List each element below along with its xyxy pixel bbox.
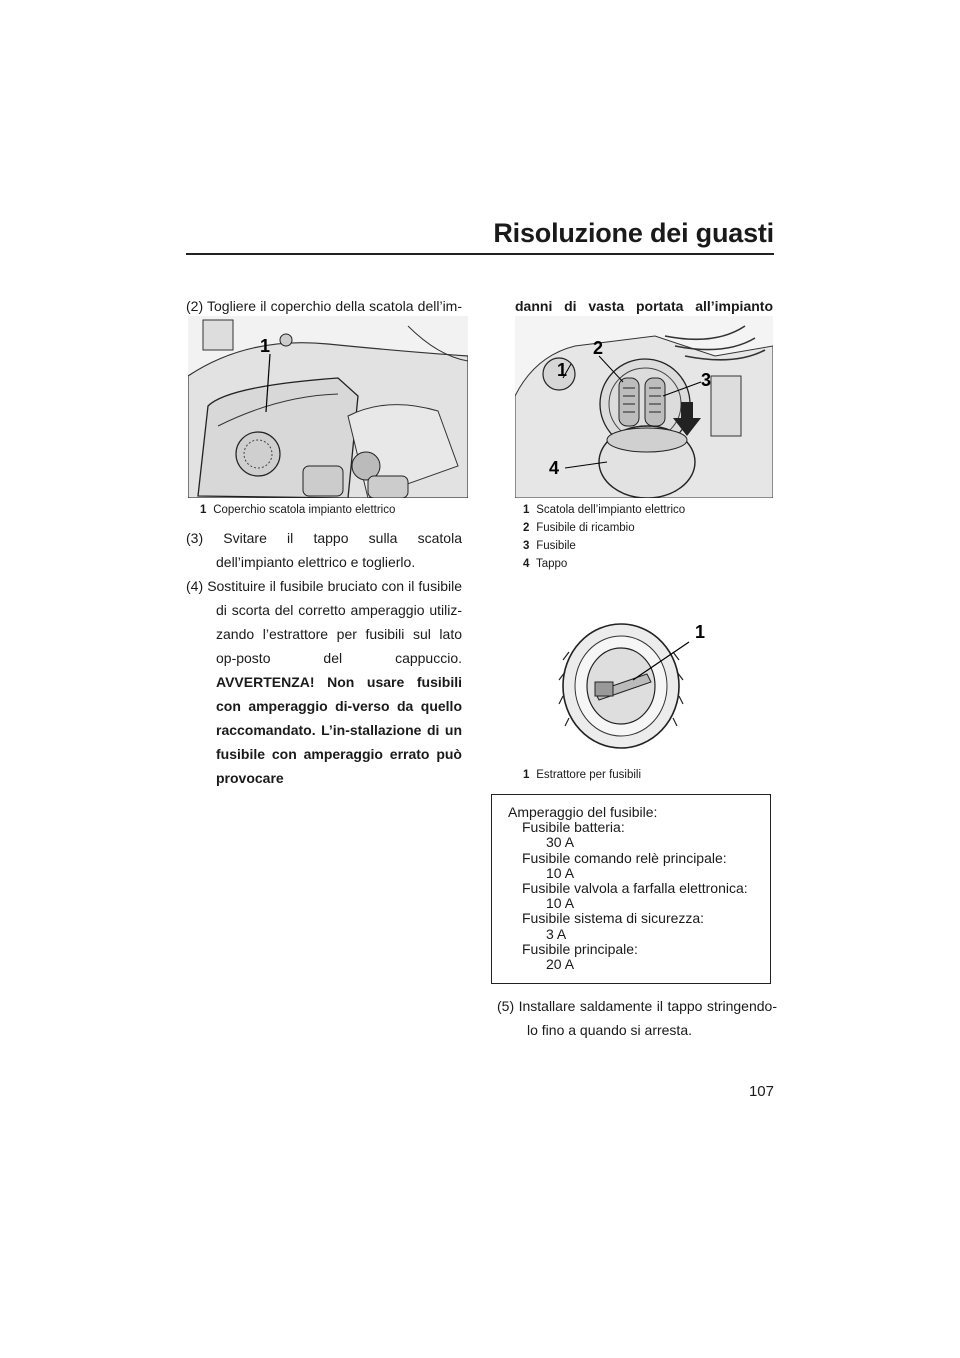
page-title: Risoluzione dei guasti <box>493 218 774 248</box>
step-3-text: (3) Svitare il tappo sulla scatola dell’impianto elettrico e toglierlo. <box>186 530 462 570</box>
figure2-callout-3: 3 <box>701 370 712 390</box>
header-rule <box>186 253 774 255</box>
spec-label: Fusibile batteria: <box>522 819 625 836</box>
figure3-callout: 1 <box>695 622 706 642</box>
spec-label: Fusibile sistema di sicurezza: <box>522 910 705 927</box>
caption-text: Coperchio scatola impianto elettrico <box>213 504 396 516</box>
caption-text: Scatola dell’impianto elettrico <box>536 504 686 516</box>
warning-text: AVVERTENZA! Non usare fusibili con amperaggio di-verso da quello raccomandato. L’in-stallazione di un fusibile con amperaggio errato può provocare <box>216 674 462 786</box>
caption-text: Estrattore per fusibili <box>536 769 642 781</box>
page-number: 107 <box>748 1083 774 1100</box>
caption-row <box>523 519 685 537</box>
spec-label: Fusibile comando relè principale: <box>522 849 727 866</box>
figure2-callout-1: 1 <box>557 360 568 380</box>
figure3-caption <box>523 766 641 784</box>
step-4-text <box>186 574 462 790</box>
caption-number: 3 <box>523 540 530 552</box>
caption-number: 1 <box>200 504 207 516</box>
spec-label: Fusibile valvola a farfalla elettronica: <box>522 880 748 897</box>
spec-title: Amperaggio del fusibile: <box>508 804 658 820</box>
step-4 <box>186 574 462 790</box>
caption-row <box>523 501 685 519</box>
spec-value: 20 A <box>546 956 575 973</box>
caption-text: Fusibile di ricambio <box>536 522 635 534</box>
figure1-callout: 1 <box>260 336 271 356</box>
figure1-caption <box>200 501 395 519</box>
step-2-text: (2) Togliere il coperchio della scatola dell’im- <box>186 298 462 314</box>
spec-label: Fusibile principale: <box>522 940 638 957</box>
spec-value: 30 A <box>546 834 575 851</box>
figure-electrical-box-cover <box>188 316 468 498</box>
figure-fuse-puller <box>555 612 715 750</box>
spec-value: 3 A <box>546 925 567 942</box>
figure2-callout-4: 4 <box>549 458 560 478</box>
caption-number: 4 <box>523 558 530 570</box>
caption-text: Fusibile <box>536 540 576 552</box>
caption-number: 1 <box>523 769 530 781</box>
caption-number: 2 <box>523 522 530 534</box>
caption-row <box>523 537 685 555</box>
fuse-amperage-spec-box <box>491 794 771 984</box>
spec-value: 10 A <box>546 895 575 912</box>
step-5-text: (5) Installare saldamente il tappo stringendo-lo fino a quando si arresta. <box>497 998 777 1038</box>
step-3 <box>186 526 462 574</box>
figure2-captions <box>523 501 685 573</box>
figure-electrical-box-fuses <box>515 316 773 498</box>
caption-row <box>523 555 685 573</box>
step-5 <box>497 994 777 1042</box>
warning-cont: danni di vasta portata all’impianto <box>515 298 773 314</box>
spec-value: 10 A <box>546 864 575 881</box>
figure2-callout-2: 2 <box>593 338 604 358</box>
step-4-body: (4) Sostituire il fusibile bruciato con il fusibile di scorta del corretto amperaggio utiliz-zando l’estrattore per fusibili sul lato op-posto del cappuccio. <box>186 578 462 666</box>
caption-text: Tappo <box>536 558 568 570</box>
caption-number: 1 <box>523 504 530 516</box>
